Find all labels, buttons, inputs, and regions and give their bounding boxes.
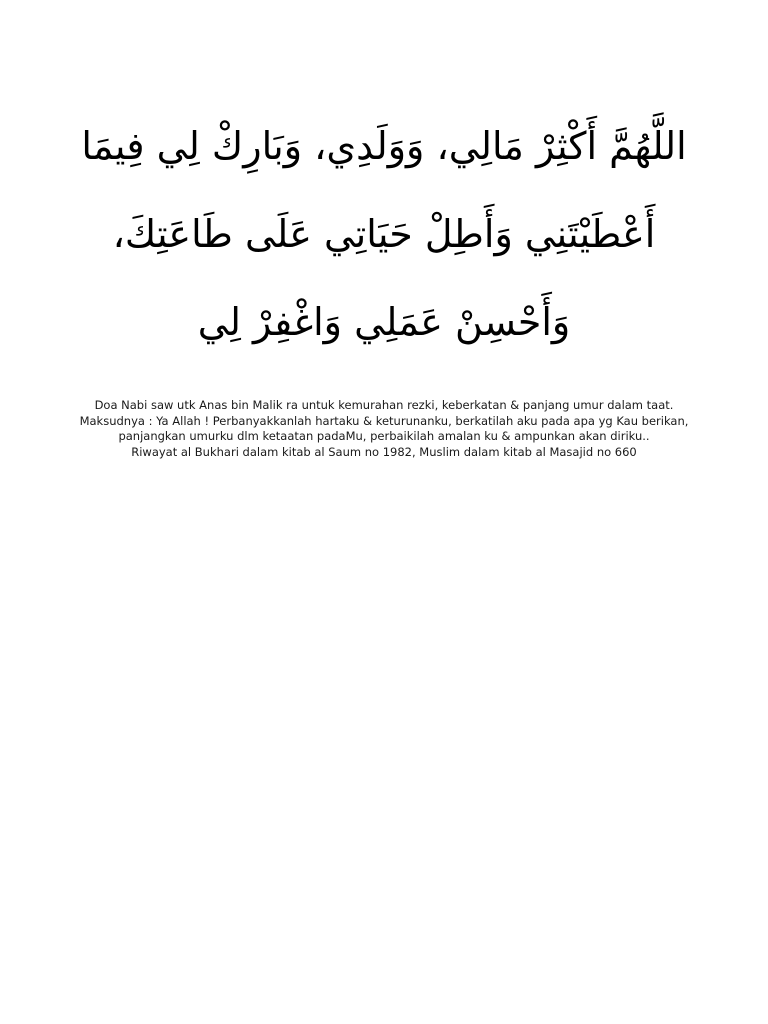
source-reference-line: Riwayat al Bukhari dalam kitab al Saum no 1982, Muslim dalam kitab al Masajid no 660 [131, 444, 637, 459]
translation-line-2: Maksudnya : Ya Allah ! Perbanyakkanlah hartaku & keturunanku, berkatilah aku pada apa yg Kau berikan, [79, 413, 689, 428]
arabic-line-2: أَعْطَيْتَنِي وَأَطِلْ حَيَاتِي عَلَى طَاعَتِكَ، [112, 212, 656, 256]
translation-line-1: Doa Nabi saw utk Anas bin Malik ra untuk kemurahan rezki, keberkatan & panjang umur dalam taat. [94, 398, 674, 412]
arabic-line-3: وَأَحْسِنْ عَمَلِي وَاغْفِرْ لِي [197, 300, 571, 344]
arabic-line-1: اللَّهُمَّ أَكْثِرْ مَالِي، وَوَلَدِي، وَبَارِكْ لِي فِيمَا [81, 124, 687, 168]
translation-text [40, 398, 728, 460]
arabic-prayer-text [40, 102, 728, 366]
translation-line-3: panjangkan umurku dlm ketaatan padaMu, perbaikilah amalan ku & ampunkan akan diriku.. [118, 429, 650, 443]
